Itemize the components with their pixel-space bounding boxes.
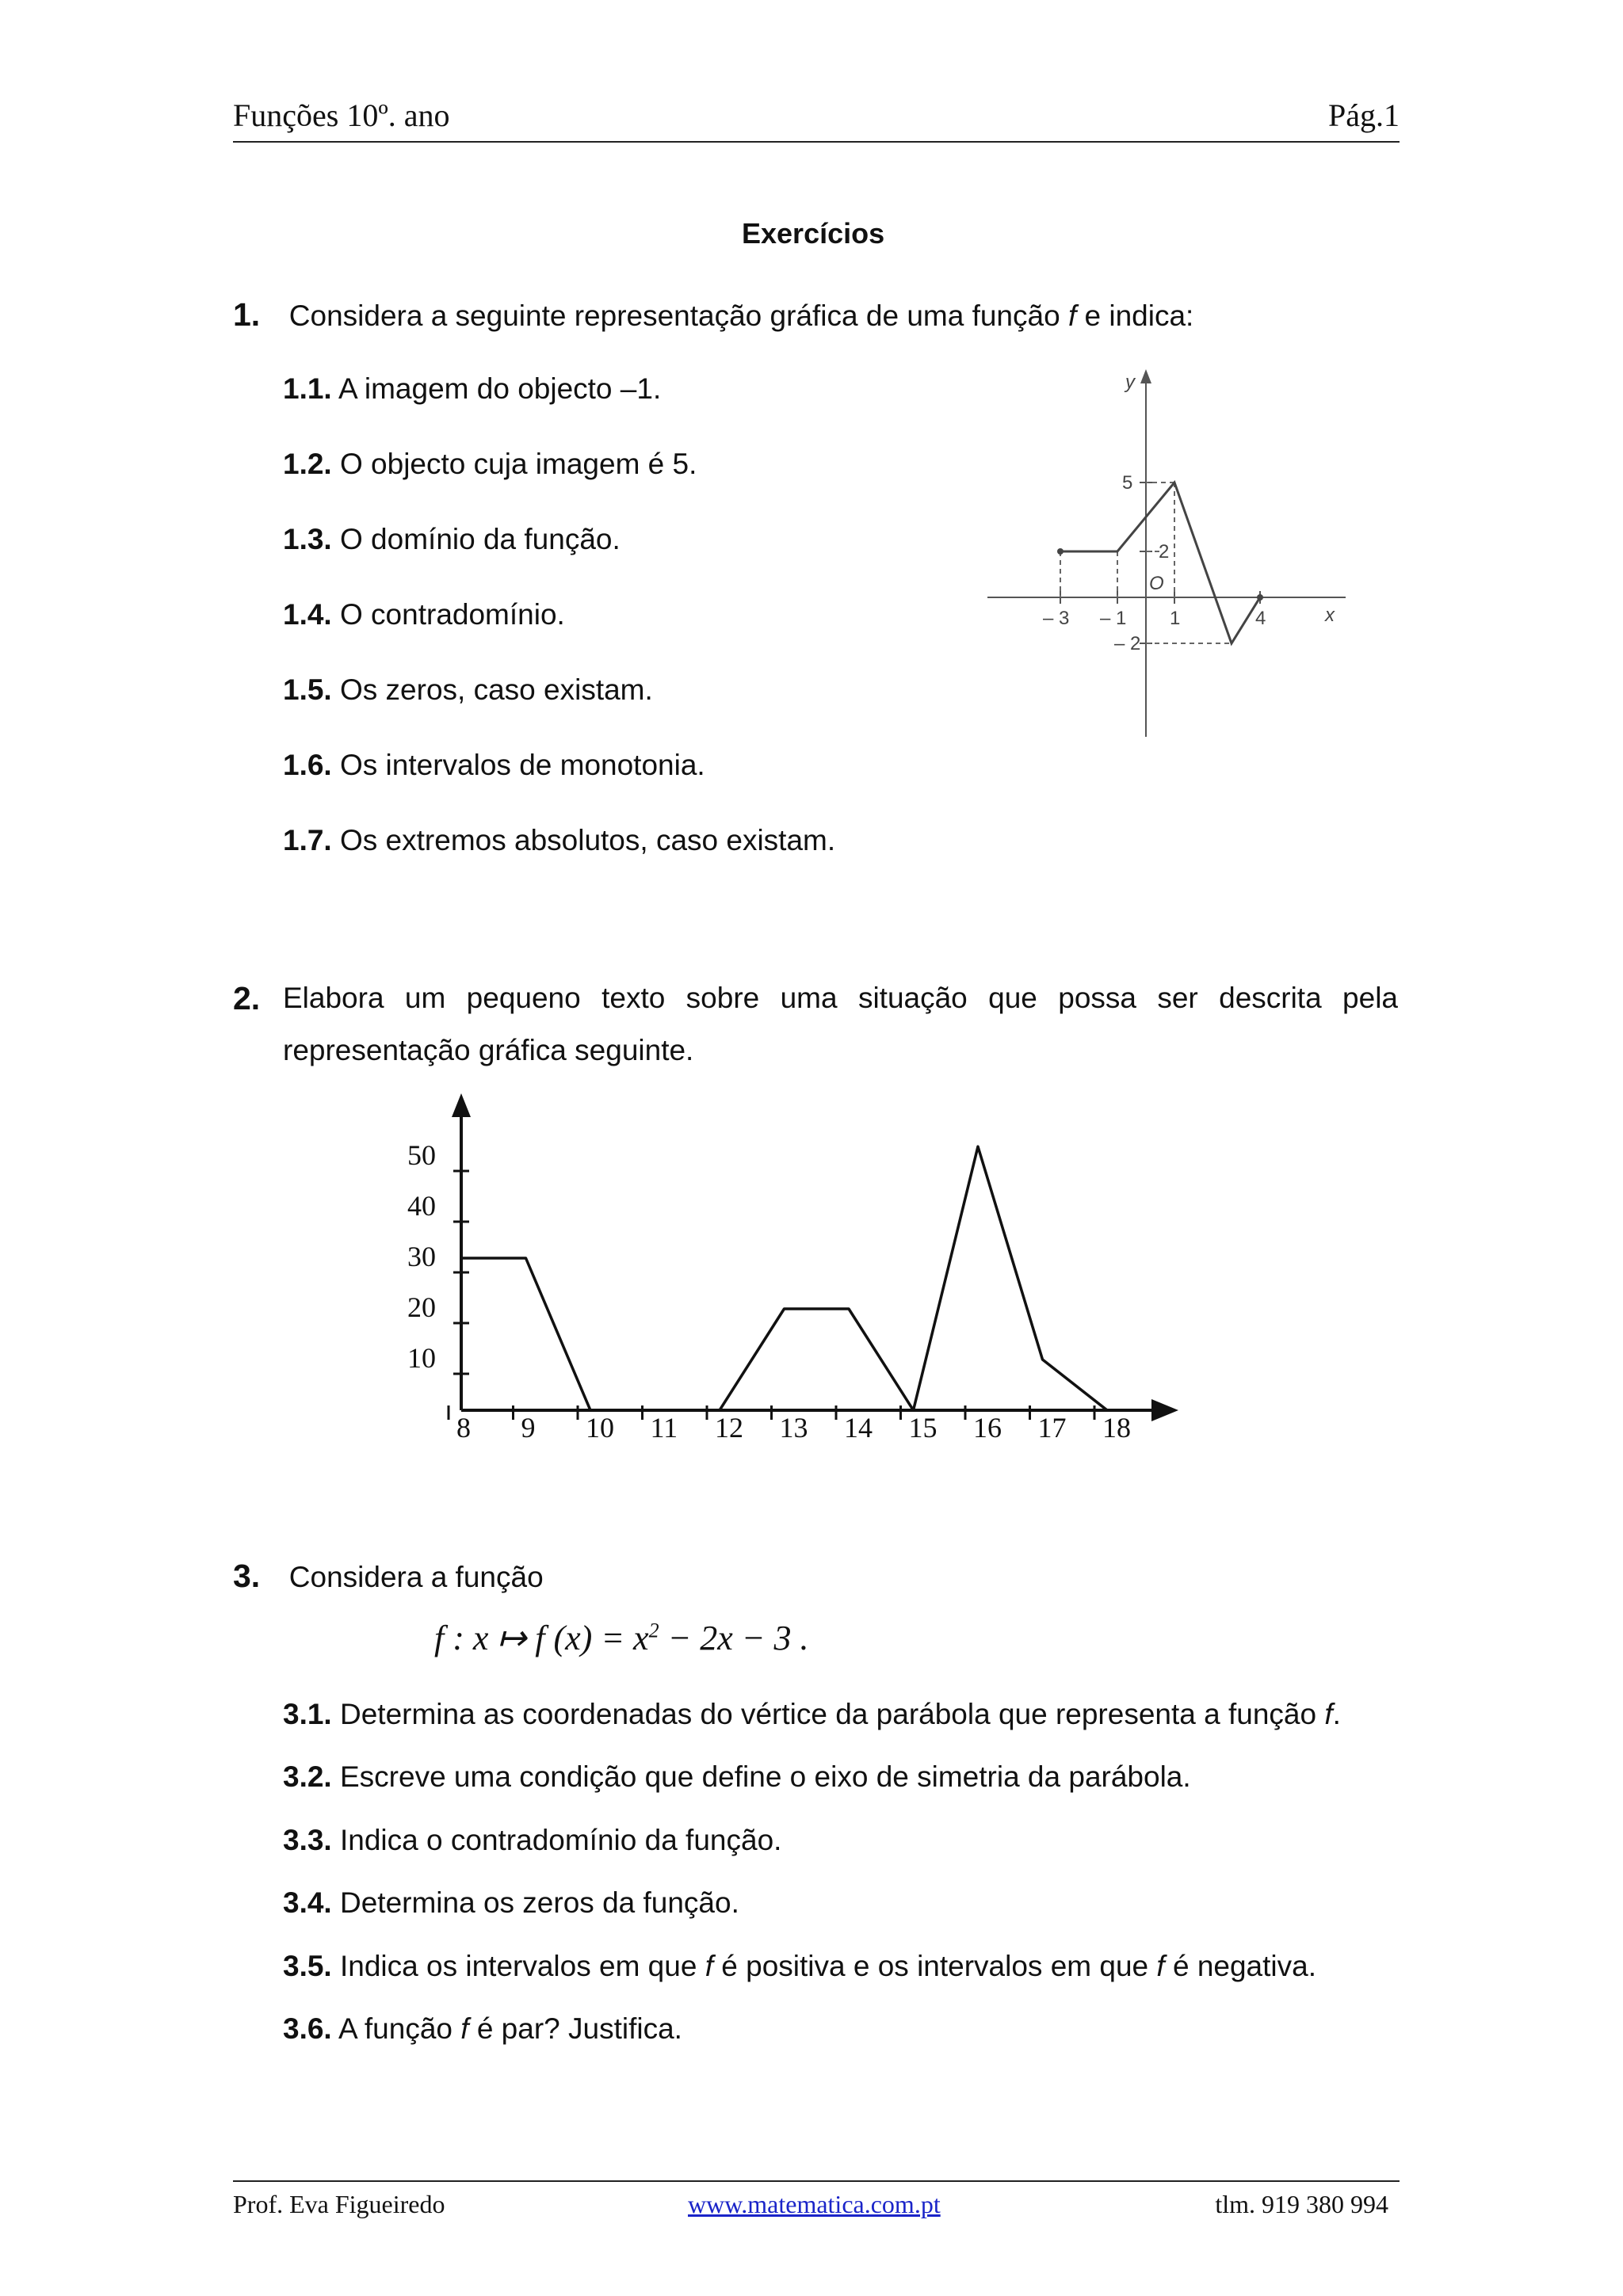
x-tick-label: 8 bbox=[456, 1412, 471, 1444]
q2-number: 2. bbox=[233, 980, 261, 1016]
x-axis-label: x bbox=[1325, 605, 1335, 626]
item-number: 3.4. bbox=[283, 1886, 332, 1919]
item-text-post: é par? Justifica. bbox=[468, 2012, 682, 2045]
formula-exponent: 2 bbox=[648, 1619, 659, 1642]
y-tick-label: 5 bbox=[1122, 472, 1133, 494]
q1-item bbox=[283, 824, 835, 857]
origin-label: O bbox=[1149, 573, 1164, 594]
item-text: A função bbox=[338, 2012, 461, 2045]
x-tick-label: 9 bbox=[521, 1412, 536, 1444]
item-number: 1.3. bbox=[283, 523, 332, 555]
item-text-post: é negativa. bbox=[1164, 1950, 1316, 1982]
item-number: 3.6. bbox=[283, 2012, 332, 2045]
item-text-mid: é positiva e os intervalos em que bbox=[712, 1950, 1157, 1982]
page-header bbox=[233, 93, 1400, 143]
function-graph bbox=[967, 364, 1379, 745]
q1-number: 1. bbox=[233, 296, 261, 333]
q1-text-post: e indica: bbox=[1076, 299, 1194, 332]
function-curve bbox=[1060, 482, 1260, 643]
x-tick-label: 14 bbox=[844, 1412, 873, 1444]
y-tick-label: – 2 bbox=[1114, 633, 1141, 654]
item-number: 3.1. bbox=[283, 1698, 332, 1730]
item-text: Determina as coordenadas do vértice da parábola que representa a função bbox=[340, 1698, 1325, 1730]
q3-intro: Considera a função bbox=[288, 1561, 544, 1593]
data-line bbox=[461, 1146, 1107, 1410]
q3-item bbox=[283, 1760, 1191, 1794]
item-number: 3.3. bbox=[283, 1824, 332, 1856]
x-tick-label: 11 bbox=[650, 1412, 678, 1444]
q1-item bbox=[283, 523, 621, 556]
footer-author: Prof. Eva Figueiredo bbox=[233, 2190, 445, 2218]
x-tick-label: 18 bbox=[1102, 1412, 1131, 1444]
q2-statement bbox=[233, 972, 1398, 1077]
q3-item bbox=[283, 1824, 781, 1857]
page-footer bbox=[233, 2180, 1400, 2222]
item-text: Os zeros, caso existam. bbox=[340, 673, 653, 706]
endpoint-dot bbox=[1057, 548, 1064, 555]
q3-number: 3. bbox=[233, 1558, 261, 1594]
q3-item bbox=[283, 1698, 1341, 1731]
y-tick-label: 20 bbox=[407, 1291, 436, 1323]
q1-item bbox=[283, 372, 661, 406]
q1-item bbox=[283, 598, 565, 631]
item-text: A imagem do objecto –1. bbox=[338, 372, 662, 405]
x-tick-label: – 3 bbox=[1043, 608, 1070, 629]
x-tick-label: 15 bbox=[908, 1412, 938, 1444]
item-text-post: . bbox=[1332, 1698, 1341, 1730]
q2-text: Elabora um pequeno texto sobre uma situação que possa ser descrita pela representação gráfica seguinte. bbox=[283, 982, 1398, 1066]
y-tick-label: 50 bbox=[407, 1139, 436, 1171]
y-tick-label: 2 bbox=[1159, 541, 1170, 563]
item-number: 1.6. bbox=[283, 749, 332, 781]
y-axis-arrow bbox=[1140, 369, 1151, 383]
x-tick-label: 16 bbox=[973, 1412, 1002, 1444]
item-number: 1.5. bbox=[283, 673, 332, 706]
item-text: Indica o contradomínio da função. bbox=[340, 1824, 782, 1856]
q1-text-pre: Considera a seguinte representação gráfica de uma função bbox=[288, 299, 1068, 332]
page-title: Exercícios bbox=[742, 217, 885, 250]
q1-item bbox=[283, 673, 653, 707]
formula-lhs: f : x ↦ f (x) = x bbox=[434, 1619, 649, 1657]
x-tick-label: 12 bbox=[715, 1412, 743, 1444]
x-tick-label: 17 bbox=[1037, 1412, 1067, 1444]
y-axis-arrow bbox=[452, 1093, 471, 1117]
line-chart bbox=[380, 1093, 1189, 1458]
q3-item bbox=[283, 1886, 739, 1920]
item-var: f bbox=[460, 2012, 469, 2045]
y-tick-label: 40 bbox=[407, 1190, 436, 1222]
formula-rhs: − 2x − 3 . bbox=[659, 1619, 809, 1657]
x-tick-label: 13 bbox=[779, 1412, 808, 1444]
page-number: Pág.1 bbox=[1328, 97, 1400, 133]
q3-item bbox=[283, 1950, 1316, 1983]
x-axis-arrow bbox=[1151, 1399, 1178, 1421]
endpoint-dot bbox=[1257, 594, 1263, 601]
item-number: 1.4. bbox=[283, 598, 332, 631]
item-text: O domínio da função. bbox=[340, 523, 621, 555]
q1-var: f bbox=[1067, 299, 1077, 332]
q3-statement bbox=[233, 1558, 544, 1595]
q1-item bbox=[283, 448, 697, 481]
x-tick-label: 10 bbox=[586, 1412, 614, 1444]
footer-website-link[interactable]: www.matematica.com.pt bbox=[688, 2190, 941, 2218]
item-text: Determina os zeros da função. bbox=[340, 1886, 739, 1919]
y-tick-label: 30 bbox=[407, 1241, 436, 1272]
footer-phone: tlm. 919 380 994 bbox=[1215, 2190, 1388, 2218]
item-var: f bbox=[1324, 1698, 1333, 1730]
function-formula bbox=[434, 1618, 808, 1658]
item-text: O contradomínio. bbox=[340, 598, 565, 631]
x-tick-label: 1 bbox=[1170, 608, 1181, 629]
item-text: Indica os intervalos em que bbox=[340, 1950, 705, 1982]
q3-item bbox=[283, 2012, 682, 2046]
item-number: 3.5. bbox=[283, 1950, 332, 1982]
x-tick-label: – 1 bbox=[1100, 608, 1127, 629]
item-text: Os extremos absolutos, caso existam. bbox=[340, 824, 836, 856]
item-number: 3.2. bbox=[283, 1760, 332, 1793]
item-text: Os intervalos de monotonia. bbox=[340, 749, 705, 781]
item-var: f bbox=[1156, 1950, 1165, 1982]
q1-statement bbox=[233, 296, 1193, 334]
x-tick-label: 4 bbox=[1255, 608, 1266, 629]
item-number: 1.1. bbox=[283, 372, 332, 405]
item-number: 1.2. bbox=[283, 448, 332, 480]
y-axis-label: y bbox=[1125, 372, 1135, 393]
item-text: O objecto cuja imagem é 5. bbox=[340, 448, 697, 480]
item-var: f bbox=[705, 1950, 713, 1982]
item-text: Escreve uma condição que define o eixo de simetria da parábola. bbox=[340, 1760, 1191, 1793]
header-title: Funções 10º. ano bbox=[233, 97, 450, 133]
y-tick-label: 10 bbox=[407, 1342, 436, 1374]
q1-item bbox=[283, 749, 705, 782]
item-number: 1.7. bbox=[283, 824, 332, 856]
